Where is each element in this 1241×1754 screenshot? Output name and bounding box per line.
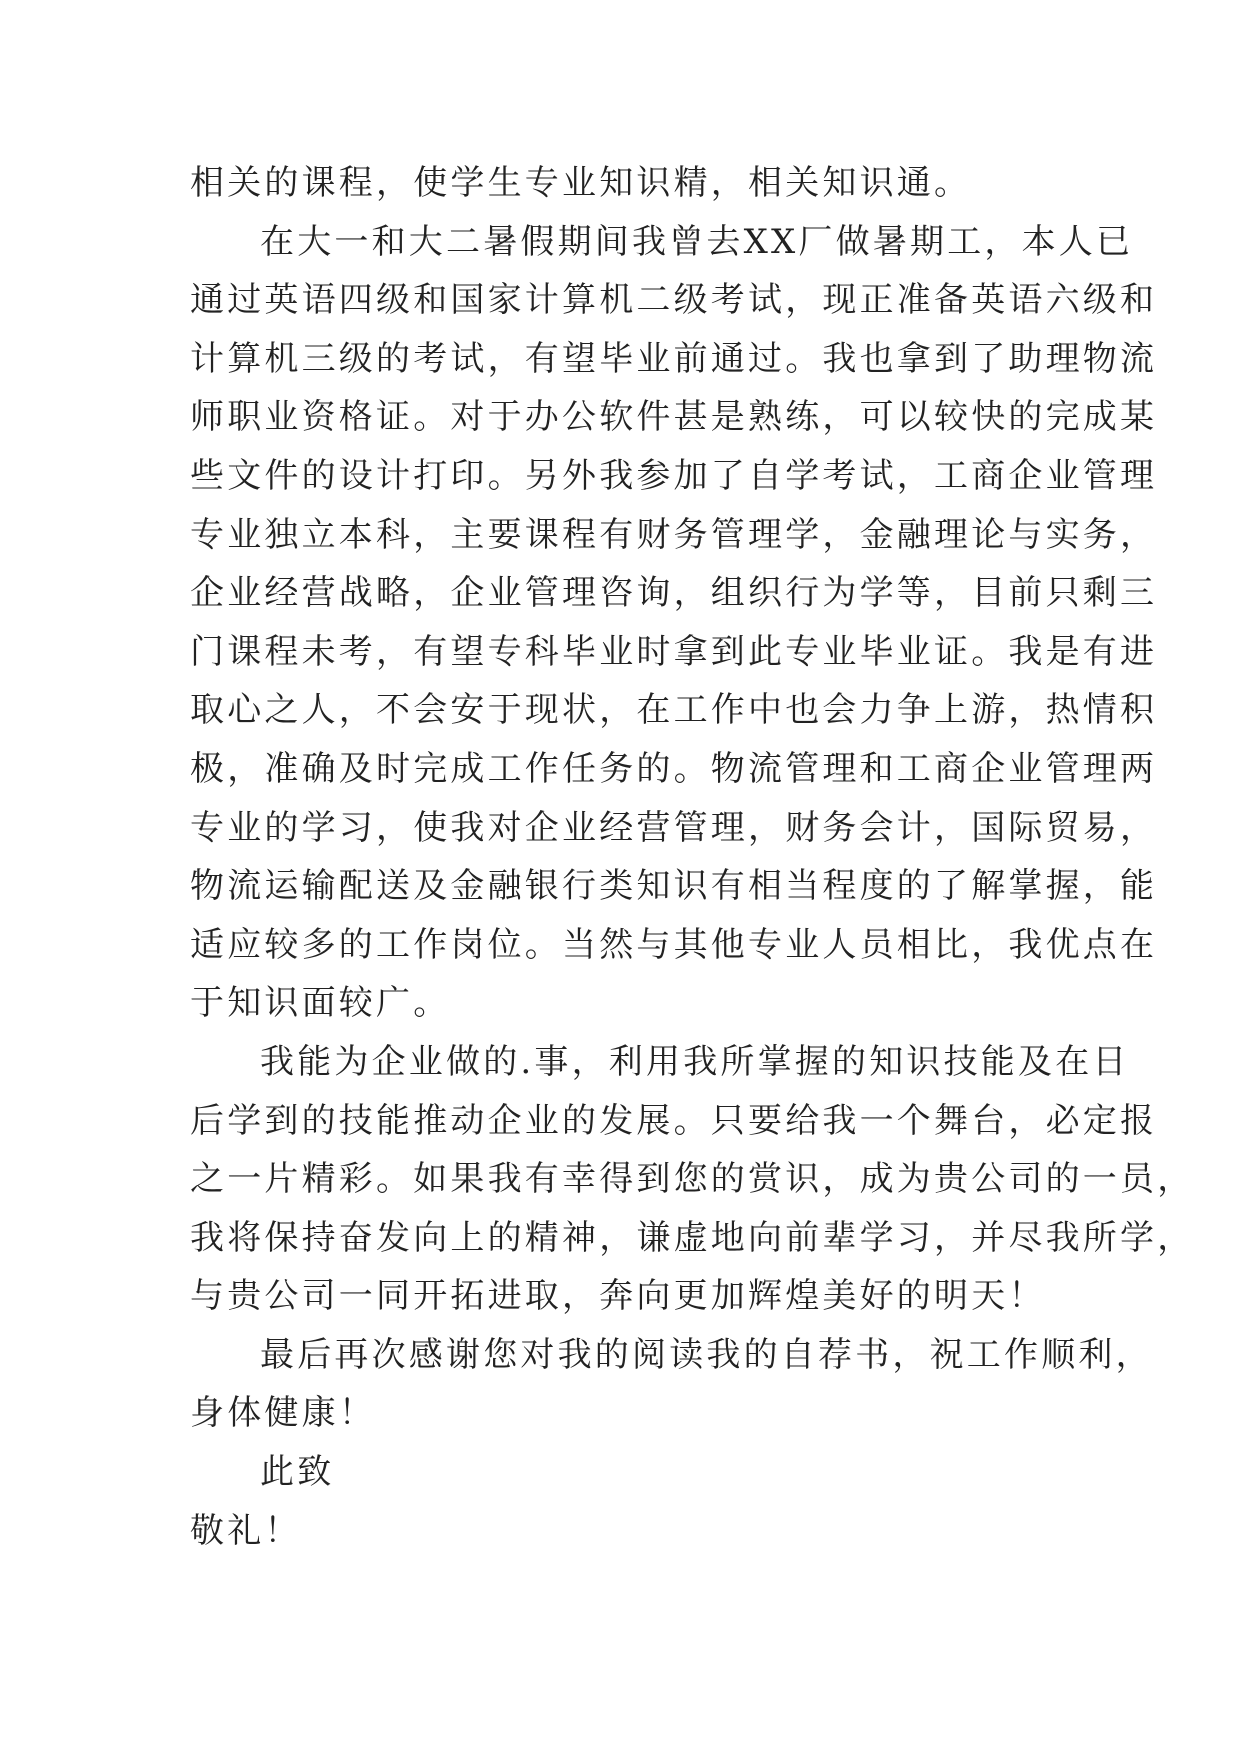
body-line: 企业经营战略，企业管理咨询，组织行为学等，目前只剩三 [190, 573, 1158, 614]
body-line: 物流运输配送及金融银行类知识有相当程度的了解掌握，能 [190, 866, 1158, 907]
body-line: 计算机三级的考试，有望毕业前通过。我也拿到了助理物流 [190, 338, 1158, 379]
body-line: 后学到的技能推动企业的发展。只要给我一个舞台，必定报 [190, 1100, 1158, 1141]
body-line: 通过英语四级和国家计算机二级考试，现正准备英语六级和 [190, 280, 1158, 321]
body-line: 些文件的设计打印。另外我参加了自学考试，工商企业管理 [190, 455, 1158, 496]
salutation-line: 敬礼！ [190, 1510, 302, 1551]
body-line: 与贵公司一同开拓进取，奔向更加辉煌美好的明天！ [190, 1276, 1046, 1317]
body-line: 专业独立本科，主要课程有财务管理学，金融理论与实务， [190, 514, 1158, 555]
body-line: 我能为企业做的.事，利用我所掌握的知识技能及在日 [260, 1041, 1130, 1082]
body-line: 适应较多的工作岗位。当然与其他专业人员相比，我优点在 [190, 924, 1158, 965]
letter-body [190, 154, 1195, 1560]
salutation-line: 此致 [260, 1452, 335, 1493]
closing-line: 身体健康！ [190, 1393, 376, 1434]
body-line: 师职业资格证。对于办公软件甚是熟练，可以较快的完成某 [190, 397, 1158, 438]
body-line: 专业的学习，使我对企业经营管理，财务会计，国际贸易， [190, 807, 1158, 848]
body-line: 门课程未考，有望专科毕业时拿到此专业毕业证。我是有进 [190, 631, 1158, 672]
body-line: 之一片精彩。如果我有幸得到您的赏识，成为贵公司的一员， [190, 1159, 1195, 1200]
body-line: 极，准确及时完成工作任务的。物流管理和工商企业管理两 [190, 748, 1158, 789]
body-line: 我将保持奋发向上的精神，谦虚地向前辈学习，并尽我所学， [190, 1217, 1195, 1258]
body-line: 于知识面较广。 [190, 983, 451, 1024]
body-line: 相关的课程，使学生专业知识精，相关知识通。 [190, 163, 972, 203]
body-line: 在大一和大二暑假期间我曾去XX厂做暑期工，本人已 [260, 221, 1134, 262]
closing-line: 最后再次感谢您对我的阅读我的自荐书，祝工作顺利， [260, 1334, 1153, 1375]
body-line: 取心之人，不会安于现状，在工作中也会力争上游，热情积 [190, 690, 1158, 731]
